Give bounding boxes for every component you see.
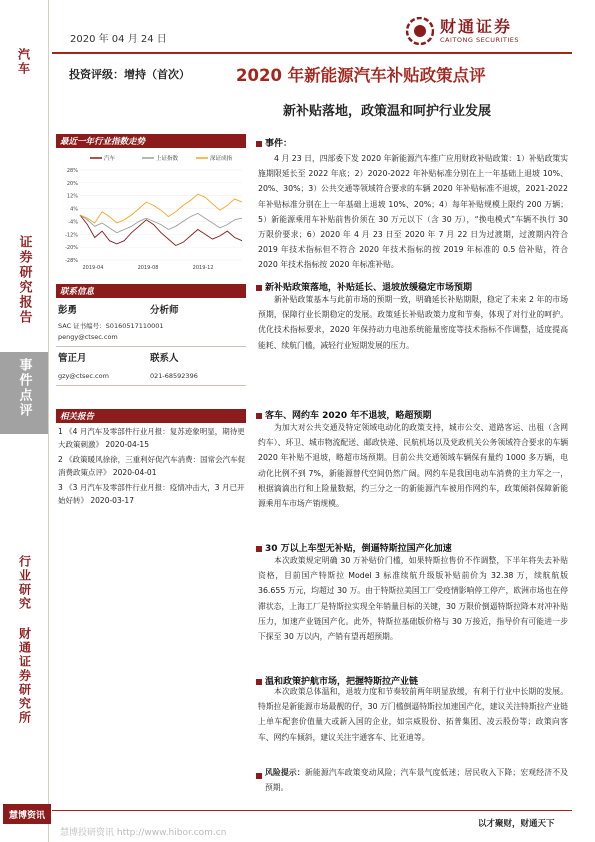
firm-logo bbox=[406, 14, 566, 48]
risk-heading: 风险提示： bbox=[265, 768, 305, 777]
event-heading: 事件： bbox=[265, 139, 293, 149]
bullet-icon bbox=[256, 546, 262, 552]
series-line bbox=[80, 213, 242, 232]
analyst-section-heading: 联系信息 bbox=[56, 284, 246, 298]
y-tick-label: 4% bbox=[70, 206, 78, 213]
x-tick-label: 2019-12 bbox=[192, 265, 214, 271]
y-tick-label: 12% bbox=[66, 193, 78, 200]
legend-label: 深证成指 bbox=[210, 156, 233, 162]
event-paragraph: 4 月 23 日，四部委下发 2020 年新能源汽车推广应用财政补贴政策：1）补贴政策实施期限延长至 2022 年底；2）2020-2022 年补贴标准分别在上一年基础上退坡 10%、20%、30%；3）公共交通等领域符合要求的车辆 2020 年补贴标准不退坡，2021-2022 年补贴标准分别在上一年基础上退坡 10%、20%；4）每年补贴规模上限约 200 万辆；5）新能源乘用车补贴前售价须在 30 万元以下（含 30 万），“换电模式”车辆不执行 30 万限价要求；6）2020 年 4 月 23 日至 2020 年 7 月 22 日为过渡期，过渡期内符合 2019 年技术指标但不符合 2020 年技术指标的按 2019 年标准的 0.5 倍补贴，符合 2020 年技术指标按 2020 年标准补贴。 bbox=[258, 154, 568, 270]
chart-grid bbox=[80, 170, 242, 260]
logo-en-text: CAITONG SECURITIES bbox=[440, 36, 520, 44]
section-4-heading: 温和政策护航市场，把握特斯拉产业链 bbox=[265, 677, 419, 687]
bullet-icon bbox=[256, 285, 262, 291]
industry-index-chart bbox=[56, 150, 246, 272]
section-1-paragraph: 新补贴政策基本与此前市场的预期一致，明确延长补贴期限，稳定了未来 2 年的市场预期，保障行业长期稳定的发展。政策延长补贴政策力度和节奏，体现了对行业的呵护。优化技术指标要求，2020 年保持动力电池系统能量密度等技术指标不作调整，适度提高能耗、续航门槛，减轻行业短期发展的压力。 bbox=[258, 295, 568, 350]
section-2-paragraph: 为加大对公共交通及特定领域电动化的政策支持，城市公交、道路客运、出租（含网约车）、环卫、城市物流配送、邮政快递、民航机场以及党政机关公务领域符合要求的车辆 2020 年补贴不退坡，略超市场预期。目前公共交通领域车辆保有量约 1000 多万辆，电动化比例不到 7%，新能源替代空间仍然广阔。网约车是我国电动车消费的主力军之一，根据滴滴出行和上险量数据，约三分之一的新能源汽车被用作网约车，政策倾斜保障新能源乘用车市场产销规模。 bbox=[258, 423, 568, 509]
contact-role: 联系人 bbox=[150, 353, 179, 364]
series-line bbox=[80, 215, 242, 246]
x-tick-label: 2019-08 bbox=[137, 265, 159, 271]
related-report-item[interactable]: 1 《4 月汽车及零部件行业月报：复苏迹象明显，期待更大政策刺激》 2020-04-15 bbox=[58, 427, 245, 449]
chart-y-ticks bbox=[65, 168, 78, 264]
analyst-email[interactable]: pengy@ctsec.com bbox=[58, 333, 118, 341]
logo-cn-text: 财通证券 bbox=[440, 17, 513, 36]
section-2-heading: 客车、网约车 2020 年不退坡，略超预期 bbox=[265, 411, 432, 421]
side-band bbox=[0, 0, 49, 842]
analyst-role: 分析师 bbox=[150, 305, 179, 316]
chart-section-heading: 最近一年行业指数走势 bbox=[56, 134, 246, 148]
section-4-paragraph: 本次政策总体温和，退坡力度和节奏较前两年明显放缓，有利于行业中长期的发展。特斯拉是新能源市场最靓的仔，30 万门槛倒逼特斯拉加速国产化，建议关注特斯拉产业链上单车配套价值量大或新入国的企业，如宗威股份、拓普集团、凌云股份等；政策向客车、网约车倾斜，建议关注宇通客车、比亚迪等。 bbox=[258, 687, 568, 742]
contact-name: 管正月 bbox=[58, 353, 87, 364]
investment-rating: 投资评级：增持（首次） bbox=[69, 68, 190, 81]
chart-x-ticks bbox=[83, 265, 214, 271]
y-tick-label: 28% bbox=[66, 168, 78, 174]
watermark-url: 慧博投研资讯 http://www.hibor.com.cn bbox=[60, 828, 227, 838]
bullet-icon bbox=[256, 141, 262, 147]
section-1-heading: 新补贴政策落地，补贴延长、退坡放缓稳定市场预期 bbox=[265, 283, 473, 293]
side-firm-label: 行业研究 财通证券研究所 bbox=[17, 555, 32, 725]
risk-paragraph bbox=[258, 765, 568, 795]
contact-divider bbox=[56, 385, 246, 386]
page-title: 2020 年新能源汽车补贴政策点评 bbox=[236, 66, 486, 85]
related-reports-heading: 相关报告 bbox=[56, 409, 246, 423]
footer-slogan: 以才聚财，财通天下 bbox=[478, 819, 555, 829]
y-tick-label: -12% bbox=[65, 232, 78, 239]
x-tick-label: 2019-04 bbox=[82, 265, 104, 271]
y-tick-label: -4% bbox=[68, 219, 78, 226]
watermark-badge: 慧博资讯 bbox=[3, 804, 51, 824]
chart-lines bbox=[80, 194, 242, 245]
analyst-cert: SAC 证书编号：S0160517110001 bbox=[58, 322, 164, 330]
header-divider bbox=[52, 52, 572, 54]
side-report-type-label: 事件点评 bbox=[0, 352, 48, 434]
y-tick-label: 20% bbox=[66, 180, 78, 187]
y-tick-label: -28% bbox=[65, 258, 78, 264]
legend-label: 汽车 bbox=[104, 156, 116, 162]
side-report-class-label: 证券研究报告 bbox=[16, 235, 32, 325]
logo-mark-icon bbox=[406, 17, 434, 45]
section-3-paragraph: 本次政策规定明确 30 万补贴价门槛，如果特斯拉售价不作调整，下半年将失去补贴资格，目前国产特斯拉 Model 3 标准续航升级版补贴前价为 32.38 万，续航航版 36.655 万元，均超过 30 万。由于特斯拉美国工厂受疫情影响停工停产，欧洲市场也在停滞状态，上海工厂是特斯拉实现全年销量目标的关键，30 万限价倒逼特斯拉降本对冲补贴压力，加速产业链国产化。此外，特斯拉基础版价格与 30 万接近，指导价有可能进一步下探至 30 万以内，产销有望再超预期。 bbox=[258, 556, 568, 642]
analyst-divider bbox=[56, 346, 246, 347]
side-industry-label: 汽车 bbox=[16, 48, 31, 76]
section-3-heading: 30 万以上车型无补贴，倒逼特斯拉国产化加速 bbox=[265, 544, 452, 554]
footer-divider bbox=[52, 810, 572, 811]
report-date: 2020 年 04 月 24 日 bbox=[70, 34, 167, 45]
analyst-name: 彭勇 bbox=[58, 305, 78, 316]
page-subtitle: 新补贴落地，政策温和呵护行业发展 bbox=[283, 104, 492, 119]
legend-label: 上证指数 bbox=[156, 156, 179, 162]
related-report-item[interactable]: 2 《政策暖风徐徐，三重利好促汽车消费：国常会汽车促消费政策点评》 2020-04-01 bbox=[58, 455, 246, 477]
contact-phone: 021-68592396 bbox=[150, 372, 198, 380]
bullet-icon bbox=[256, 413, 262, 419]
chart-svg bbox=[56, 150, 246, 272]
y-tick-label: -20% bbox=[65, 245, 78, 252]
chart-legend bbox=[90, 154, 233, 162]
risk-text: 新能源汽车政策变动风险；汽车景气度低迷；居民收入下降；宏观经济不及预期。 bbox=[265, 768, 569, 793]
contact-email[interactable]: gzy@ctsec.com bbox=[58, 372, 109, 380]
related-report-item[interactable]: 3 《3 月汽车及零部件行业月报：疫情冲击大，3 月已开始好转》 2020-03-17 bbox=[58, 483, 245, 505]
